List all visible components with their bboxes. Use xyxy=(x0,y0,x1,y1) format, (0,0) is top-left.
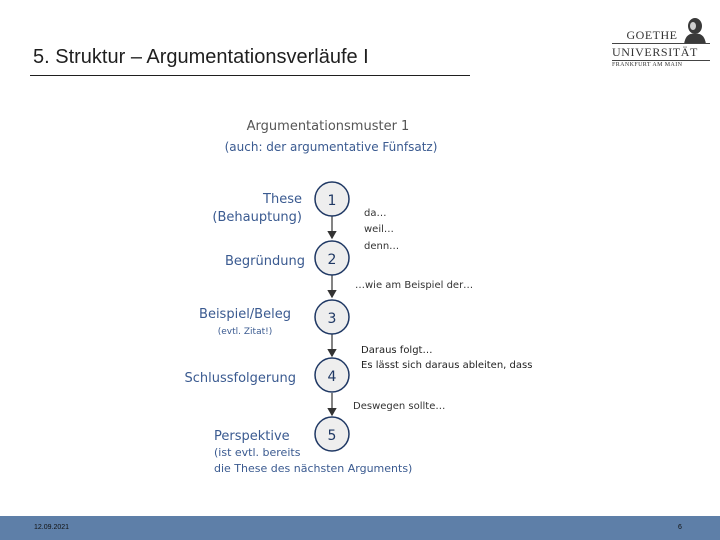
slide-title: 5. Struktur – Argumentationsverläufe I xyxy=(33,46,369,68)
step-number: 1 xyxy=(327,193,337,209)
logo-line-goethe: GOETHE xyxy=(626,28,678,42)
connector-line: Daraus folgt… xyxy=(361,345,433,356)
logo-line-universitaet: UNIVERSITÄT xyxy=(612,45,698,59)
step-2 xyxy=(225,241,349,275)
step-number: 5 xyxy=(327,428,337,444)
connector-line: Deswegen sollte… xyxy=(353,401,446,412)
connector-line: …wie am Beispiel der… xyxy=(355,280,474,291)
step-label-sub: die These des nächsten Arguments) xyxy=(214,462,413,475)
step-label: Begründung xyxy=(225,254,305,269)
step-label: Schlussfolgerung xyxy=(184,371,296,386)
footer-bar xyxy=(0,516,720,540)
step-number: 3 xyxy=(327,311,337,327)
connector-line: denn… xyxy=(364,241,400,252)
step-label-sub: (evtl. Zitat!) xyxy=(217,327,273,337)
logo-line-frankfurt: FRANKFURT AM MAIN xyxy=(612,62,683,68)
footer-date: 12.09.2021 xyxy=(34,524,70,531)
step-label: Beispiel/Beleg xyxy=(199,307,291,322)
step-number: 4 xyxy=(327,369,337,385)
connector-4 xyxy=(353,401,445,412)
connector-line: da… xyxy=(364,208,387,219)
step-label-sub: (Behauptung) xyxy=(212,210,302,225)
connector-2 xyxy=(355,280,473,291)
step-3 xyxy=(199,300,349,337)
diagram-subheading: (auch: der argumentative Fünfsatz) xyxy=(224,140,438,154)
connector-line: weil… xyxy=(364,224,394,235)
connector-1 xyxy=(364,208,399,252)
diagram-heading: Argumentationsmuster 1 xyxy=(246,119,410,134)
step-label-sub: (ist evtl. bereits xyxy=(214,446,301,459)
connector-line: Es lässt sich daraus ableiten, dass xyxy=(361,360,533,371)
step-1 xyxy=(212,182,349,225)
step-label: These xyxy=(263,192,302,207)
page-number: 6 xyxy=(678,524,682,531)
step-5 xyxy=(214,417,412,475)
step-label: Perspektive xyxy=(214,429,290,444)
connector-3 xyxy=(361,345,532,371)
step-number: 2 xyxy=(327,252,337,268)
step-4 xyxy=(184,358,349,392)
